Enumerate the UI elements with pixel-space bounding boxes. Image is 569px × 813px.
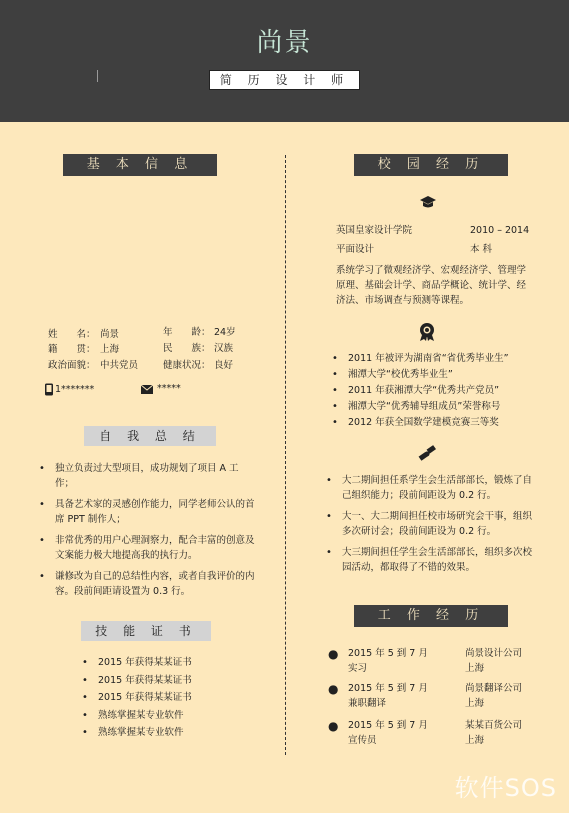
self-summary-list	[33, 461, 255, 599]
graduation-cap-icon	[419, 195, 437, 209]
work-role: 宣传员	[348, 735, 377, 746]
work-date: 2015 年 5 到 7 月	[348, 720, 428, 731]
work-city: 上海	[465, 698, 485, 709]
job-title-box: 简 历 设 计 师	[209, 70, 360, 90]
basic-row-value: 24岁	[214, 327, 236, 338]
list-item: • 大二期间担任系学生会生活部部长，锻炼了自己组织能力；段前间距设为 0.2 行。	[320, 473, 538, 503]
list-item: • 2015 年获得某某证书	[76, 654, 246, 672]
self-summary-heading: 自 我 总 结	[84, 426, 216, 446]
basic-row-value: 尚景	[100, 329, 120, 340]
resume-name: 尚景	[256, 28, 313, 58]
course-description: 系统学习了微观经济学、宏观经济学、管理学原理、基础会计学、商品学概论、统计学、经济法、市场调查与预测等课程。	[336, 265, 527, 306]
work-company: 尚景翻译公司	[465, 683, 523, 694]
skills-list	[76, 654, 246, 742]
work-heading: 工 作 经 历	[354, 605, 508, 627]
phone-number: 1*******	[55, 384, 95, 395]
bullet: ●	[328, 647, 339, 661]
list-item: • 2011 年获湘潭大学“优秀共产党员”	[326, 383, 546, 399]
basic-row-label: 健康状况：	[163, 360, 211, 371]
work-city: 上海	[465, 735, 485, 746]
basic-row-label: 年 龄：	[163, 327, 211, 338]
satellite-icon	[417, 445, 437, 463]
list-item: • 独立负责过大型项目，成功规划了项目 A 工作；	[33, 461, 255, 491]
work-date: 2015 年 5 到 7 月	[348, 648, 428, 659]
list-item: • 湘潭大学“优秀辅导组成员”荣誉称号	[326, 399, 546, 415]
bullet: ●	[328, 682, 339, 696]
list-item: • 大一、大二期间担任校市场研究会干事，组织多次研讨会；段前间距设为 0.2 行。	[320, 509, 538, 539]
basic-row-label: 姓 名：	[48, 329, 96, 340]
list-item: • 2011 年被评为湖南省“省优秀毕业生”	[326, 351, 546, 367]
list-item: • 2012 年获全国数学建模竞赛三等奖	[326, 415, 546, 431]
study-years: 2010 – 2014	[470, 225, 530, 236]
watermark: 软件SOS	[454, 774, 557, 802]
basic-row-value: 上海	[100, 344, 120, 355]
column-divider	[285, 155, 286, 755]
email-address: *****	[157, 383, 181, 394]
basic-row-label: 民 族：	[163, 343, 211, 354]
work-role: 兼职翻译	[348, 698, 387, 709]
list-item: • 非常优秀的用户心理洞察力，配合丰富的创意及文案能力极大地提高我的执行力。	[33, 533, 255, 563]
basic-row-value: 良好	[214, 360, 234, 371]
list-item: • 2015 年获得某某证书	[76, 672, 246, 690]
school-name: 英国皇家设计学院	[336, 225, 413, 236]
text-cursor	[97, 70, 98, 82]
list-item: • 2015 年获得某某证书	[76, 689, 246, 707]
basic-row-value: 汉族	[214, 343, 234, 354]
work-company: 某某百货公司	[465, 720, 523, 731]
work-city: 上海	[465, 663, 485, 674]
list-item: • 熟练掌握某专业软件	[76, 724, 246, 742]
basic-row-label: 政治面貌：	[48, 360, 96, 371]
major: 平面设计	[336, 244, 375, 255]
basic-row-value: 中共党员	[100, 360, 139, 371]
list-item: • 大三期间担任学生会生活部部长，组织多次校园活动，都取得了不错的效果。	[320, 545, 538, 575]
list-item: • 谦修改为自己的总结性内容，或者自我评价的内容。段前间距请设置为 0.3 行。	[33, 569, 255, 599]
header-banner	[0, 0, 569, 122]
work-date: 2015 年 5 到 7 月	[348, 683, 428, 694]
basic-row-label: 籍 贯：	[48, 344, 96, 355]
activities-list	[320, 473, 538, 575]
degree: 本 科	[470, 244, 493, 255]
phone-icon	[44, 383, 54, 396]
bullet: ●	[328, 719, 339, 733]
list-item: • 熟练掌握某专业软件	[76, 707, 246, 725]
work-company: 尚景设计公司	[465, 648, 523, 659]
campus-heading: 校 园 经 历	[354, 154, 508, 176]
work-role: 实习	[348, 663, 368, 674]
mail-icon	[141, 385, 153, 394]
list-item: • 具备艺术家的灵感创作能力，同学老师公认的首席 PPT 制作人；	[33, 497, 255, 527]
basic-info-heading: 基 本 信 息	[63, 154, 217, 176]
awards-list	[326, 351, 546, 431]
award-medal-icon	[418, 322, 436, 342]
list-item: • 湘潭大学“校优秀毕业生”	[326, 367, 546, 383]
skills-heading: 技 能 证 书	[81, 621, 211, 641]
